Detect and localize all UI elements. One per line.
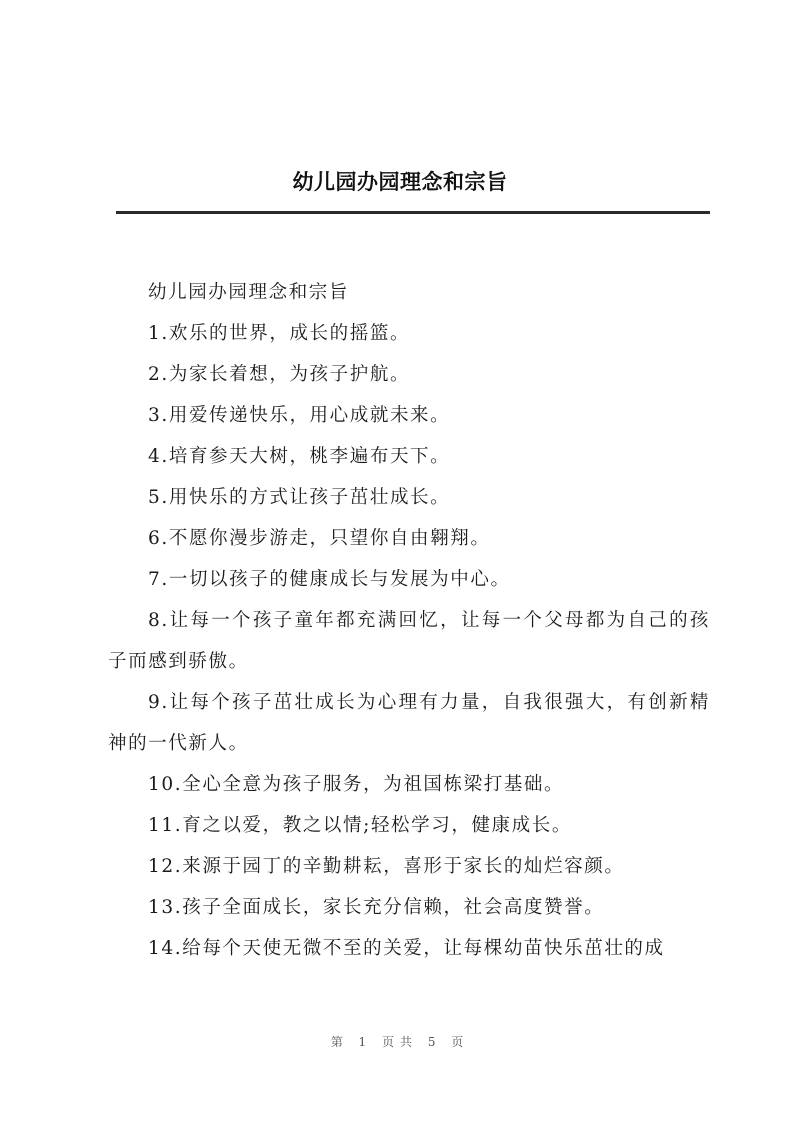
list-item: 1.欢乐的世界，成长的摇篮。 [148,323,411,344]
list-item: 3.用爱传递快乐，用心成就未来。 [148,405,451,426]
document-title: 幼儿园办园理念和宗旨 [292,170,508,194]
title-underline [116,211,710,214]
document-body [108,272,710,969]
list-item: 5.用快乐的方式让孩子茁壮成长。 [148,487,451,508]
list-item: 13.孩子全面成长，家长充分信赖，社会高度赞誉。 [148,897,605,918]
list-item: 10.全心全意为孩子服务，为祖国栋梁打基础。 [148,774,565,795]
list-item: 4.培育参天大树，桃李遍布天下。 [148,446,451,467]
list-item: 12.来源于园丁的辛勤耕耘，喜形于家长的灿烂容颜。 [148,856,625,877]
body-heading: 幼儿园办园理念和宗旨 [148,282,350,303]
list-item: 14.给每个天使无微不至的关爱，让每棵幼苗快乐茁壮的成 [148,938,665,959]
list-item: 2.为家长着想，为孩子护航。 [148,364,411,385]
list-item: 11.育之以爱，教之以情;轻松学习，健康成长。 [148,815,572,836]
list-item: 6.不愿你漫步游走，只望你自由翱翔。 [148,528,491,549]
page-number: 第 1 页共 5 页 [330,1035,470,1049]
list-item: 8.让每一个孩子童年都充满回忆，让每一个父母都为自己的孩子而感到骄傲。 [108,610,710,672]
list-item: 7.一切以孩子的健康成长与发展为中心。 [148,569,511,590]
list-item: 9.让每个孩子茁壮成长为心理有力量，自我很强大，有创新精神的一代新人。 [108,692,710,754]
